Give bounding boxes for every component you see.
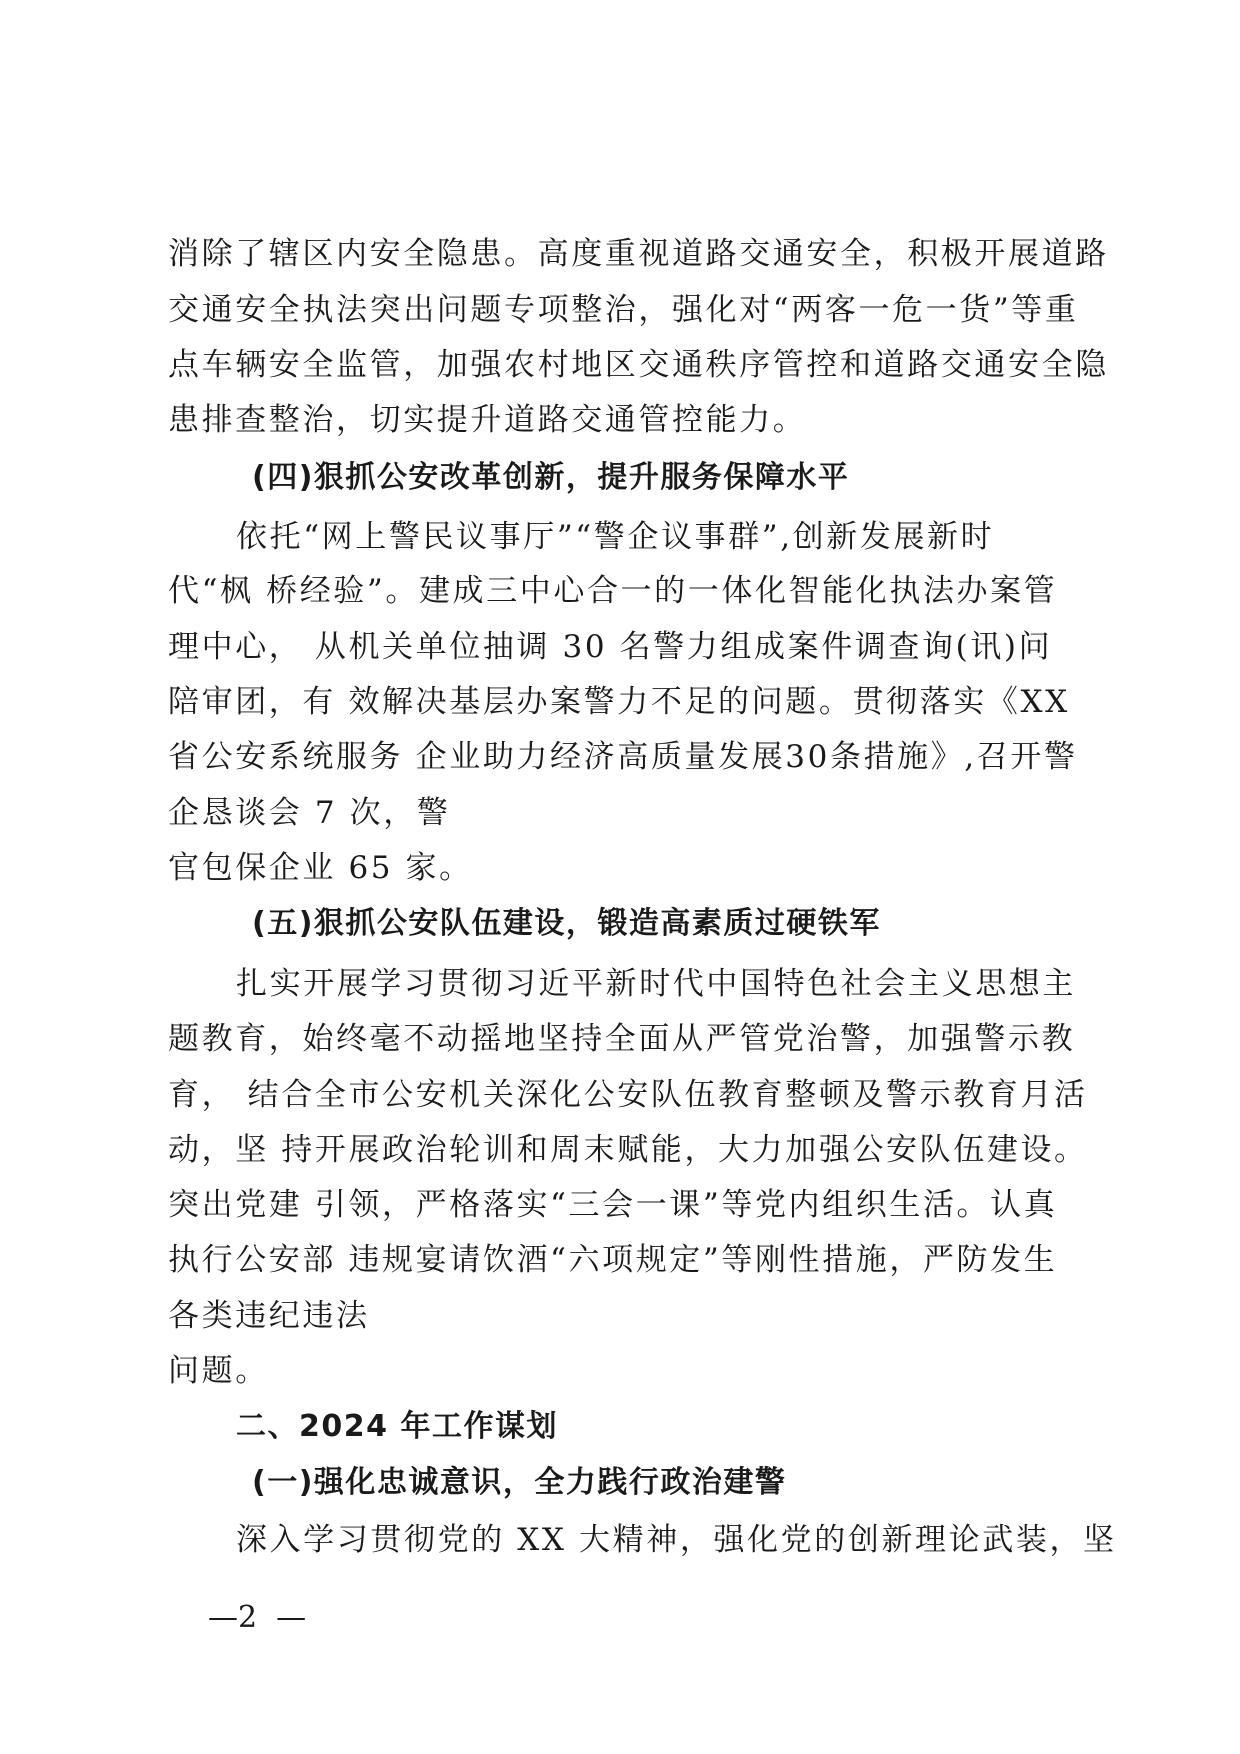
body-text-line: 点车辆安全监管，加强农村地区交通秩序管控和道路交通安全隐 [168, 347, 1109, 383]
body-text-line: 陪审团，有 效解决基层办案警力不足的问题。贯彻落实《XX [168, 684, 1070, 720]
body-text-line: 省公安系统服务 企业助力经济高质量发展30条措施》,召开警 [168, 739, 1078, 775]
body-text-line: 理中心， 从机关单位抽调 30 名警力组成案件调查询(讯)问 [168, 629, 1053, 665]
body-text-line: 依托“网上警民议事厅”“警企议事群”,创新发展新时 [236, 519, 995, 555]
body-text-line: 患排查整治，切实提升道路交通管控能力。 [168, 402, 807, 438]
body-text-line: 扎实开展学习贯彻习近平新时代中国特色社会主义思想主 [236, 966, 1076, 1002]
body-text-line: 突出党建 引领，严格落实“三会一课”等党内组织生活。认真 [168, 1187, 1058, 1223]
section-heading-1: (一)强化忠诚意识，全力践行政治建警 [252, 1465, 787, 1500]
section-heading-4: (四)狠抓公安改革创新，提升服务保障水平 [252, 460, 850, 495]
body-text-line: 动，坚 持开展政治轮训和周末赋能，大力加强公安队伍建设。 [168, 1132, 1088, 1168]
body-text-line: 企恳谈会 7 次，警 [168, 795, 451, 831]
body-text-line: 育， 结合全市公安机关深化公安队伍教育整顿及警示教育月活 [168, 1077, 1088, 1113]
body-text-line: 官包保企业 65 家。 [168, 850, 473, 886]
body-text-line: 题教育，始终毫不动摇地坚持全面从严管党治警，加强警示教 [168, 1021, 1076, 1057]
body-text-line: 消除了辖区内安全隐患。高度重视道路交通安全，积极开展道路 [168, 236, 1109, 272]
body-text-line: 深入学习贯彻党的 XX 大精神，强化党的创新理论武装，坚 [236, 1522, 1117, 1558]
section-heading-5: (五)狠抓公安队伍建设，锻造高素质过硬铁军 [252, 906, 881, 941]
body-text-line: 代“枫 桥经验”。建成三中心合一的一体化智能化执法办案管 [168, 573, 1058, 609]
page-number: —2 — [208, 1600, 307, 1635]
body-text-line: 各类违纪违法 [168, 1298, 370, 1334]
body-text-line: 执行公安部 违规宴请饮酒“六项规定”等刚性措施，严防发生 [168, 1242, 1058, 1278]
body-text-line: 问题。 [168, 1353, 269, 1389]
chapter-heading: 二、2024 年工作谋划 [236, 1409, 558, 1444]
body-text-line: 交通安全执法突出问题专项整治，强化对“两客一危一货”等重 [168, 292, 1079, 328]
